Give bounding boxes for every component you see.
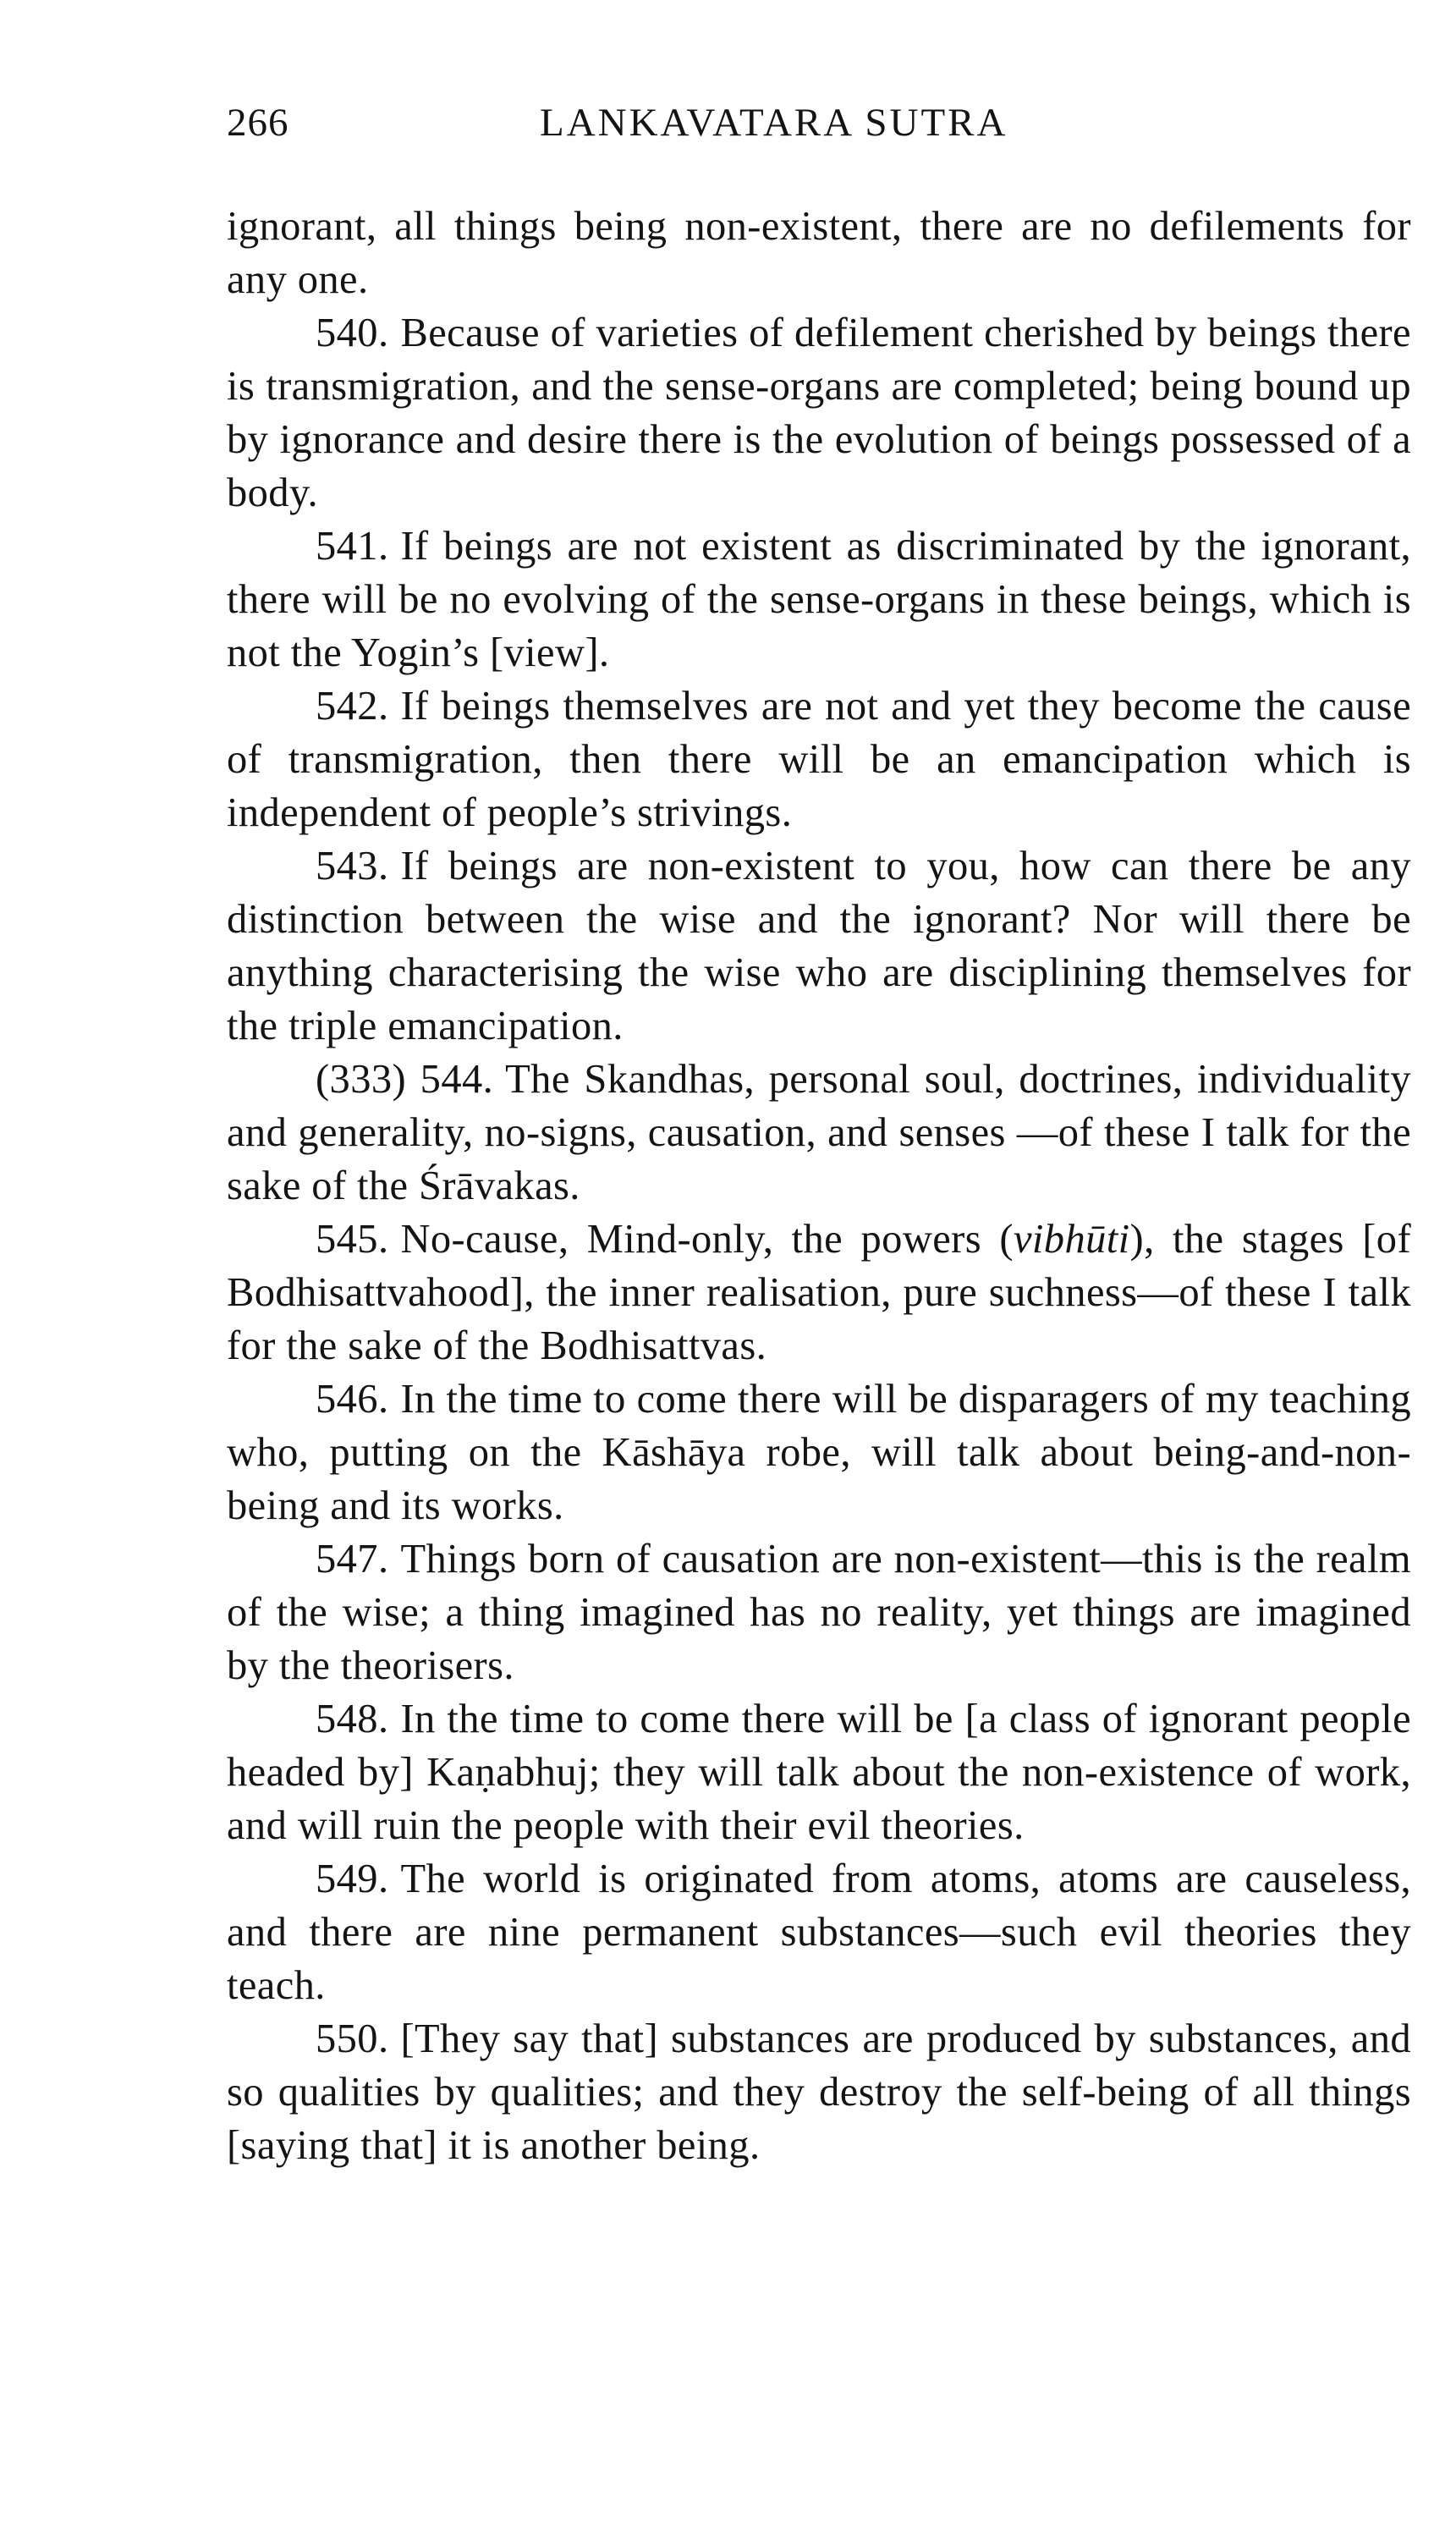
verse-text: If beings themselves are not and yet they become the cause of transmigration, then there will be an emancipation which is independent of people’s strivings.	[227, 684, 1411, 835]
verse-number: 546.	[316, 1377, 389, 1422]
verse-text-italic: vibhūti	[1014, 1217, 1130, 1262]
verse-text: If beings are not existent as discriminated by the ignorant, there will be no evolving of the sense-organs in these beings, which is not the Yogin’s [view].	[227, 524, 1411, 675]
verse-544	[227, 1053, 1411, 1213]
verse-text: In the time to come there will be disparagers of my teaching who, putting on the Kāshāya robe, will talk about being-and-non-being and its works.	[227, 1377, 1411, 1528]
verse-541	[227, 520, 1411, 679]
verse-text: [They say that] substances are produced by substances, and so qualities by qualities; and they destroy the self-being of all things [saying that] it is another being.	[227, 2016, 1411, 2168]
verse-text-after: ), the stages [of Bodhisattvahood], the inner realisation, pure suchness—of these I talk for the sake of the Bodhisattvas.	[227, 1217, 1412, 1368]
page-number: 266	[227, 101, 289, 145]
verse-text: In the time to come there will be [a class of ignorant people headed by] Kaṇabhuj; they will talk about the non-existence of work, and will ruin the people with their evil theories.	[227, 1697, 1411, 1848]
verse-text-before: No-cause, Mind-only, the powers (	[400, 1217, 1014, 1262]
verse-number: 550.	[316, 2016, 389, 2061]
verse-545	[227, 1213, 1411, 1373]
verse-text: If beings are non-existent to you, how can there be any distinction between the wise and the ignorant? Nor will there be anything characterising the wise who are disciplining themselves for the triple emancipation.	[227, 844, 1411, 1048]
verse-542	[227, 679, 1411, 839]
verse-number: 549.	[316, 1857, 389, 1901]
verse-text: Because of varieties of defilement cherished by beings there is transmigration, and the sense-organs are completed; being bound up by ignorance and desire there is the evolution of beings possessed of a body.	[227, 311, 1411, 515]
opening-paragraph: ignorant, all things being non-existent, there are no defilements for any one.	[227, 204, 1411, 302]
verse-number: 543.	[316, 844, 389, 888]
body-text	[227, 200, 1411, 2172]
verse-546	[227, 1373, 1411, 1532]
verse-548	[227, 1692, 1411, 1852]
verse-number: 542.	[316, 684, 389, 729]
verse-number: 548.	[316, 1697, 389, 1741]
verse-543	[227, 839, 1411, 1053]
verse-540	[227, 306, 1411, 520]
verse-number: (333) 544.	[316, 1057, 494, 1102]
verse-text: Things born of causation are non-existent—this is the realm of the wise; a thing imagined has no reality, yet things are imagined by the theorisers.	[227, 1537, 1411, 1688]
verse-number: 545.	[316, 1217, 389, 1262]
running-title: LANKAVATARA SUTRA	[540, 101, 1008, 145]
verse-550	[227, 2012, 1411, 2172]
verse-number: 541.	[316, 524, 389, 569]
verse-text: The Skandhas, personal soul, doctrines, individuality and generality, no-signs, causation, and senses —of these I talk for the sake of the Śrāvakas.	[227, 1057, 1411, 1208]
verse-text: The world is originated from atoms, atoms are causeless, and there are nine permanent substances—such evil theories they teach.	[227, 1857, 1411, 2008]
verse-number: 547.	[316, 1537, 389, 1582]
verse-549	[227, 1852, 1411, 2012]
verse-547	[227, 1532, 1411, 1692]
verse-number: 540.	[316, 311, 389, 355]
page-header	[227, 100, 1411, 159]
